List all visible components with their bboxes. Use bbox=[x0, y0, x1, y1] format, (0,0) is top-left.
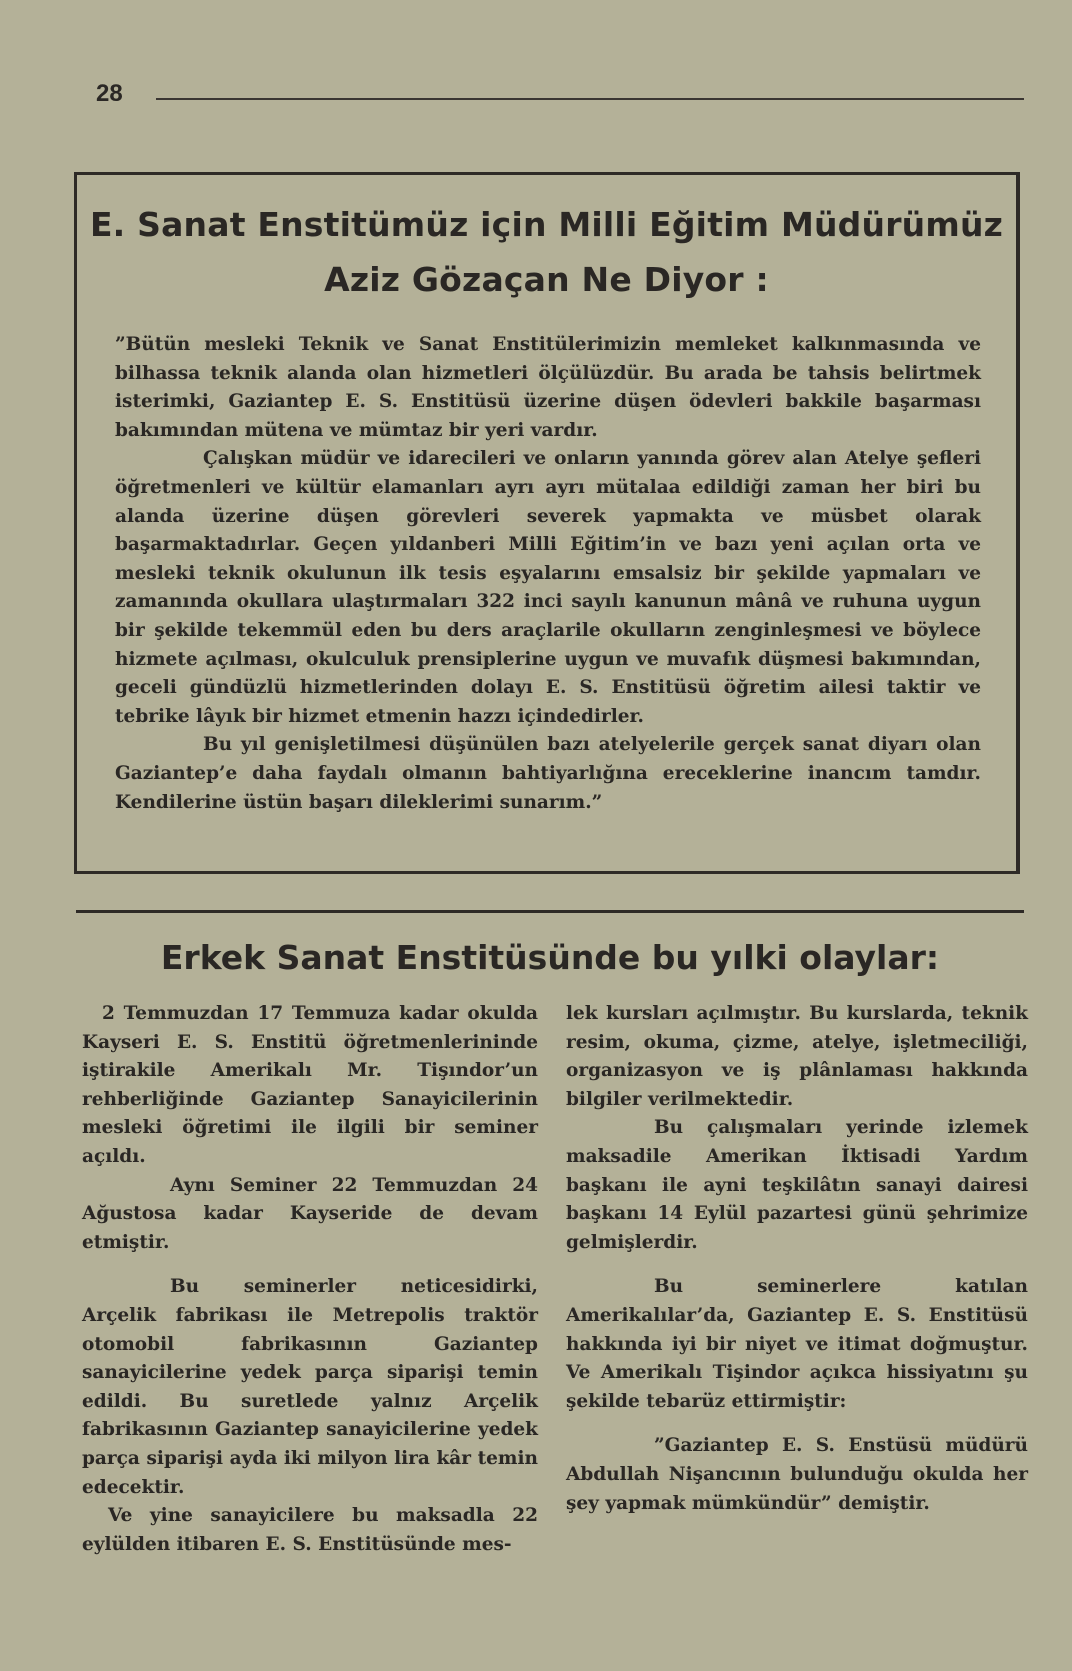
article-paragraph: Aynı Seminer 22 Temmuzdan 24 Ağustosa kadar Kayseride de devam etmiştir. bbox=[82, 1174, 538, 1253]
interview-box bbox=[74, 172, 1020, 874]
quote-paragraph: ”Bütün mesleki Teknik ve Sanat Enstitülerimizin memleket kalkınmasında ve bilhassa teknik alanda olan hizmetleri ölçülüzdür. Bu arada be tahsis belirtmek isterimki, Gaziantep E. S. Enstitüsü üzerine düşen ödevleri bakkile başarması bakımından mütena ve mümtaz bir yeri vardır. bbox=[115, 334, 981, 441]
quote-paragraph: Bu yıl genişletilmesi düşünülen bazı atelyelerile gerçek sanat diyarı olan Gaziantep’e daha faydalı olmanın bahtiyarlığına ereceklerine inancım tamdır. Kendilerine üstün başarı dileklerimi sunarım.” bbox=[115, 734, 981, 813]
article-paragraph: Bu çalışmaları yerinde izlemek maksadile Amerikan İktisadi Yardım başkanı ile ayni teşkilâtın sanayi dairesi başkanı 14 Eylül pazartesi günü şehrimize gelmişlerdir. bbox=[566, 1117, 1028, 1253]
article-paragraph: 2 Temmuzdan 17 Temmuza kadar okulda Kayseri E. S. Enstitü öğretmenlerininde iştirakile Amerikalı Mr. Tişındor’un rehberliğinde Gaziantep Sanayicilerinin mesleki öğretimi ile ilgili bir seminer açıldı. bbox=[82, 1003, 538, 1167]
article-paragraph: Bu seminerler neticesidirki, Arçelik fabrikası ile Metrepolis traktör otomobil fabrikasının Gaziantep sanayicilerine yedek parça siparişi temin edildi. Bu suretlede yalnız Arçelik fabrikasının Gaziantep sanayicilerine yedek parça siparişi ayda iki milyon lira kâr temin edecektir. bbox=[82, 1276, 538, 1498]
header-rule bbox=[156, 98, 1024, 100]
article-paragraph: ”Gaziantep E. S. Enstüsü müdürü Abdullah Nişancının bulunduğu okulda her şey yapmak mümkündür” demiştir. bbox=[566, 1435, 1028, 1514]
quote-text bbox=[115, 331, 981, 817]
left-column bbox=[82, 1000, 538, 1559]
article-paragraph: Bu seminerlere katılan Amerikalılar’da, Gaziantep E. S. Enstitüsü hakkında iyi bir niyet ve itimat doğmuştur. Ve Amerikalı Tişindor açıkca hissiyatını şu şekilde tebarüz ettirmiştir: bbox=[566, 1276, 1028, 1412]
section-divider bbox=[76, 910, 1024, 913]
page-number: 28 bbox=[96, 80, 123, 107]
section-title: Erkek Sanat Enstitüsünde bu yılki olaylar: bbox=[160, 938, 940, 977]
box-title-line-1: E. Sanat Enstitümüz için Milli Eğitim Müdürümüz bbox=[89, 205, 1004, 244]
article-paragraph: lek kursları açılmıştır. Bu kurslarda, teknik resim, okuma, çizme, atelye, işletmeciliği, organizasyon ve iş plânlaması hakkında bilgiler verilmektedir. bbox=[566, 1003, 1028, 1110]
right-column bbox=[566, 1000, 1028, 1518]
quote-paragraph: Çalışkan müdür ve idarecileri ve onların yanında görev alan Atelye şefleri öğretmenleri ve kültür elamanları ayrı ayrı mütalaa edildiği zaman her biri bu alanda üzerine düşen görevleri severek yapmakta ve müsbet olarak başarmaktadırlar. Geçen yıldanberi Milli Eğitim’in ve bazı yeni açılan orta ve mesleki teknik okulunun ilk tesis eşyalarını emsalsiz bir şekilde yapmaları ve zamanında okullara ulaştırmaları 322 inci sayılı kanunun mânâ ve ruhuna uygun bir şekilde tekemmül eden bu ders araçlarile okulların zenginleşmesi ve böylece hizmete açılması, okulculuk prensiplerine uygun ve muvafık düşmesi bakımından, geceli gündüzlü hizmetlerinden dolayı E. S. Enstitüsü öğretim ailesi taktir ve tebrike lâyık bir hizmet etmenin hazzı içindedirler. bbox=[115, 448, 981, 727]
box-title-line-2: Aziz Gözaçan Ne Diyor : bbox=[324, 260, 769, 299]
article-paragraph: Ve yine sanayicilere bu maksadla 22 eylülden itibaren E. S. Enstitüsünde mes- bbox=[82, 1505, 538, 1555]
